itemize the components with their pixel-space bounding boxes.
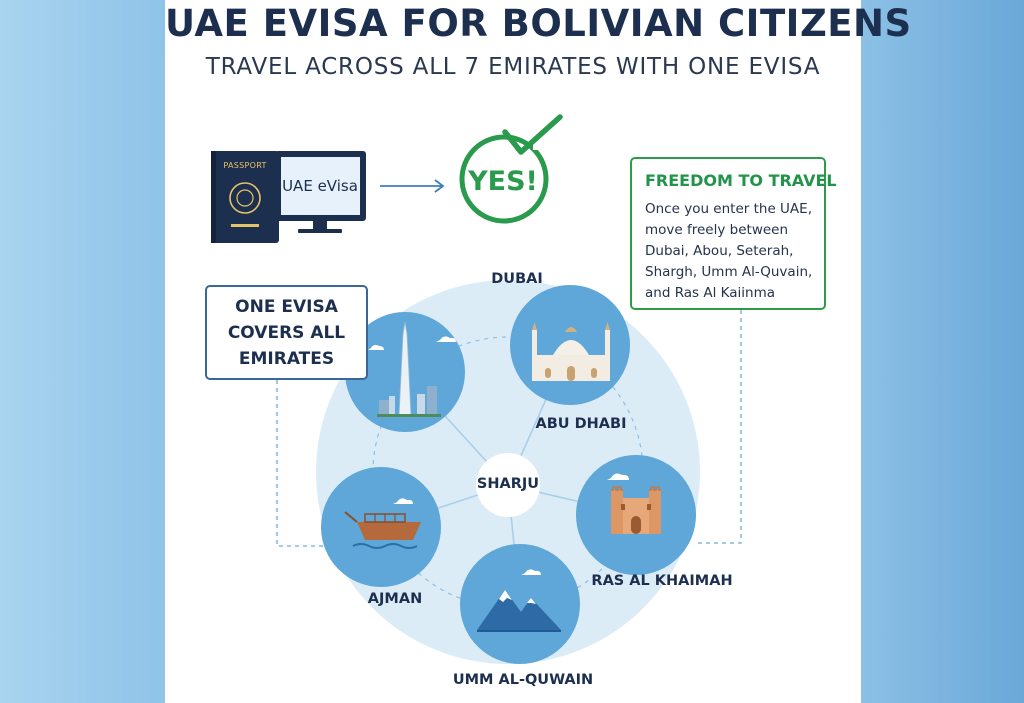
arrow-right-icon: [380, 180, 443, 192]
freedom-line: Once you enter the UAE,: [645, 201, 812, 217]
approval-label: YES!: [468, 166, 538, 197]
label-ras-al-khaimah: RAS AL KHAIMAH: [591, 573, 733, 589]
abu-dhabi-circle: [510, 285, 630, 405]
freedom-line: Dubai, Abou, Seterah,: [645, 243, 794, 259]
label-dubai: DUBAI: [491, 271, 543, 287]
ajman-circle: [321, 467, 441, 587]
page-title: UAE EVISA FOR BOLIVIAN CITIZENS: [165, 2, 912, 45]
freedom-line: move freely between: [645, 222, 789, 238]
umm-al-quwain-circle: [460, 544, 580, 664]
freedom-line: and Ras Al Kaiinma: [645, 285, 776, 301]
label-ajman: AJMAN: [367, 591, 423, 607]
passport-label: PASSPORT: [223, 161, 267, 170]
one-evisa-box: ONE EVISA COVERS ALL EMIRATES: [205, 285, 368, 380]
infographic-card: [165, 0, 912, 703]
freedom-to-travel-box: [630, 157, 837, 310]
freedom-body: [645, 199, 816, 304]
ras-al-khaimah-circle: [576, 455, 696, 575]
passport-icon: [211, 151, 279, 243]
label-center-sharju: SHARJU: [476, 476, 540, 492]
page-subtitle: TRAVEL ACROSS ALL 7 EMIRATES WITH ONE EVISA: [205, 54, 821, 80]
approval-check-icon: [462, 110, 565, 221]
monitor-label: UAE eVisa: [282, 177, 358, 195]
freedom-line: Shargh, Umm Al-Quvain,: [645, 264, 813, 280]
freedom-heading: FREEDOM TO TRAVEL: [645, 171, 837, 190]
label-abu-dhabi: ABU DHABI: [535, 416, 627, 432]
monitor-icon: [275, 151, 366, 233]
label-umm-al-quwain: UMM AL-QUWAIN: [452, 672, 594, 688]
